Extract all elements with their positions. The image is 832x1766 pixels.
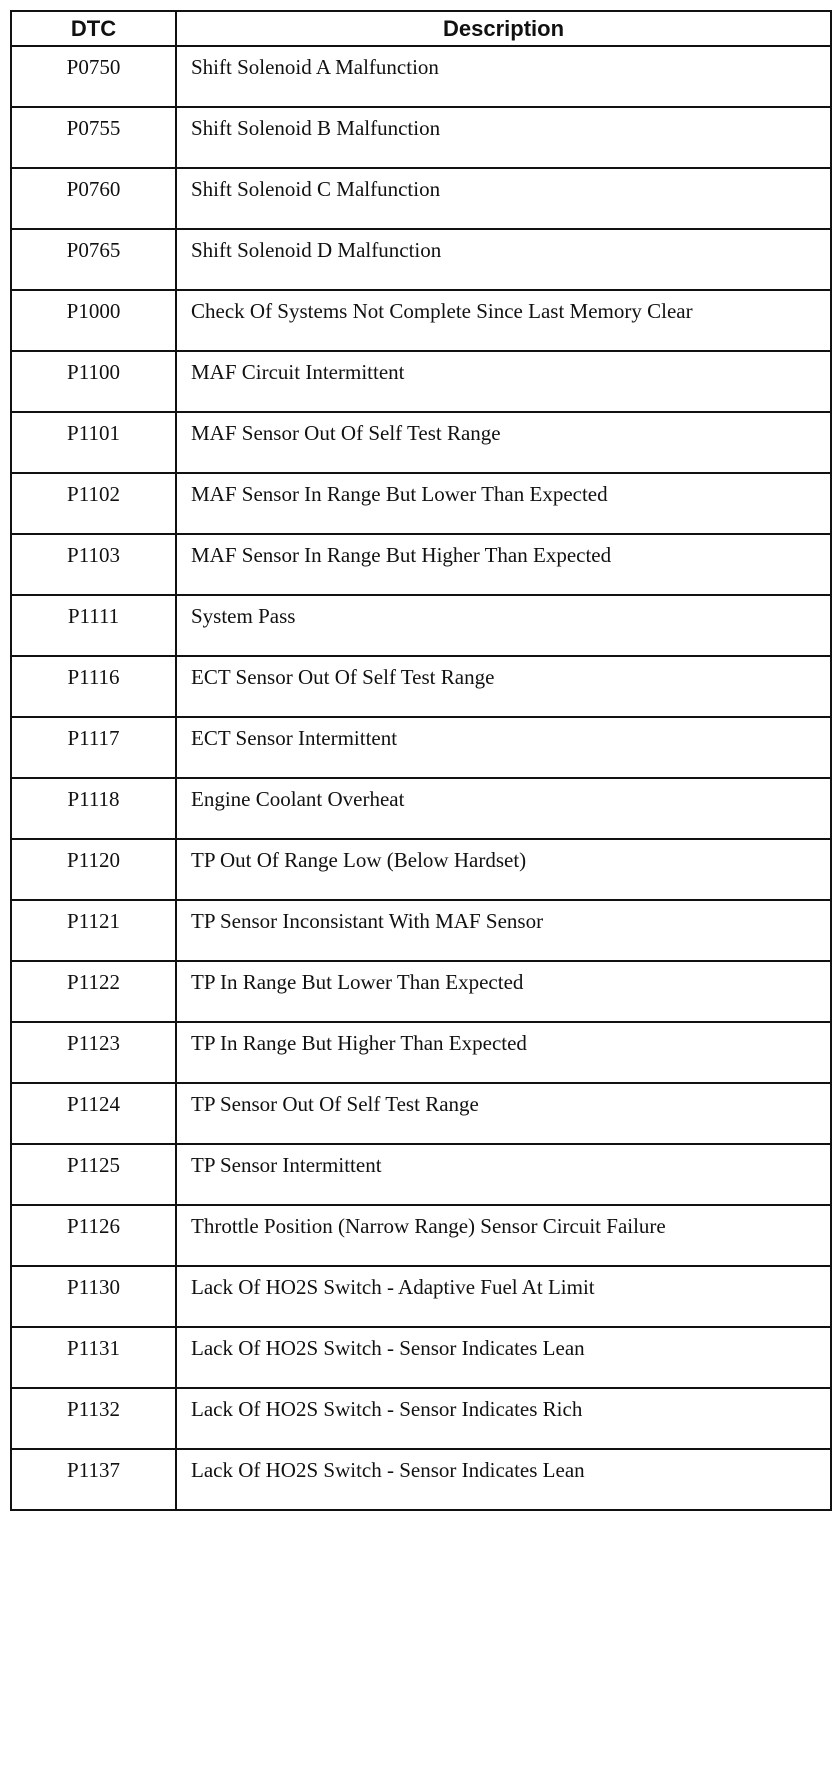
dtc-code-cell: P1103	[11, 534, 176, 595]
table-row	[11, 473, 831, 534]
table-row	[11, 1022, 831, 1083]
dtc-code-cell: P1125	[11, 1144, 176, 1205]
dtc-description-cell: TP Sensor Inconsistant With MAF Sensor	[176, 900, 831, 961]
dtc-code-cell: P1100	[11, 351, 176, 412]
dtc-code-cell: P1116	[11, 656, 176, 717]
dtc-code-cell: P1000	[11, 290, 176, 351]
dtc-description-cell: TP Sensor Intermittent	[176, 1144, 831, 1205]
table-row	[11, 656, 831, 717]
dtc-code-cell: P1126	[11, 1205, 176, 1266]
dtc-description-cell: Lack Of HO2S Switch - Sensor Indicates Lean	[176, 1327, 831, 1388]
table-row	[11, 961, 831, 1022]
dtc-description-cell: Shift Solenoid C Malfunction	[176, 168, 831, 229]
dtc-description-cell: MAF Sensor Out Of Self Test Range	[176, 412, 831, 473]
dtc-description-cell: Throttle Position (Narrow Range) Sensor Circuit Failure	[176, 1205, 831, 1266]
table-row	[11, 717, 831, 778]
table-row	[11, 900, 831, 961]
dtc-code-cell: P1121	[11, 900, 176, 961]
table-row	[11, 839, 831, 900]
dtc-code-cell: P1117	[11, 717, 176, 778]
dtc-description-cell: Engine Coolant Overheat	[176, 778, 831, 839]
header-description: Description	[176, 11, 831, 46]
table-row	[11, 46, 831, 107]
table-row	[11, 1144, 831, 1205]
dtc-code-cell: P0755	[11, 107, 176, 168]
dtc-description-cell: TP In Range But Higher Than Expected	[176, 1022, 831, 1083]
dtc-code-cell: P1132	[11, 1388, 176, 1449]
table-row	[11, 290, 831, 351]
dtc-code-cell: P0765	[11, 229, 176, 290]
dtc-code-cell: P1122	[11, 961, 176, 1022]
table-row	[11, 168, 831, 229]
dtc-description-cell: Shift Solenoid D Malfunction	[176, 229, 831, 290]
dtc-code-cell: P1120	[11, 839, 176, 900]
table-row	[11, 351, 831, 412]
table-header-row	[11, 11, 831, 46]
dtc-table	[10, 10, 832, 1511]
table-body	[11, 46, 831, 1510]
dtc-description-cell: MAF Circuit Intermittent	[176, 351, 831, 412]
header-dtc: DTC	[11, 11, 176, 46]
dtc-description-cell: Shift Solenoid B Malfunction	[176, 107, 831, 168]
dtc-description-cell: Lack Of HO2S Switch - Sensor Indicates Lean	[176, 1449, 831, 1510]
dtc-code-cell: P1118	[11, 778, 176, 839]
table-row	[11, 107, 831, 168]
dtc-code-cell: P0750	[11, 46, 176, 107]
table-row	[11, 1327, 831, 1388]
table-row	[11, 1449, 831, 1510]
dtc-description-cell: System Pass	[176, 595, 831, 656]
dtc-description-cell: ECT Sensor Intermittent	[176, 717, 831, 778]
dtc-description-cell: MAF Sensor In Range But Higher Than Expected	[176, 534, 831, 595]
table-row	[11, 1266, 831, 1327]
table-row	[11, 229, 831, 290]
table-row	[11, 1205, 831, 1266]
dtc-description-cell: Lack Of HO2S Switch - Adaptive Fuel At Limit	[176, 1266, 831, 1327]
dtc-code-cell: P1102	[11, 473, 176, 534]
dtc-description-cell: TP Sensor Out Of Self Test Range	[176, 1083, 831, 1144]
dtc-code-cell: P1124	[11, 1083, 176, 1144]
table-row	[11, 778, 831, 839]
dtc-description-cell: ECT Sensor Out Of Self Test Range	[176, 656, 831, 717]
dtc-code-cell: P0760	[11, 168, 176, 229]
table-row	[11, 595, 831, 656]
table-row	[11, 1083, 831, 1144]
dtc-code-cell: P1137	[11, 1449, 176, 1510]
dtc-description-cell: MAF Sensor In Range But Lower Than Expected	[176, 473, 831, 534]
dtc-description-cell: Shift Solenoid A Malfunction	[176, 46, 831, 107]
dtc-code-cell: P1130	[11, 1266, 176, 1327]
table-row	[11, 1388, 831, 1449]
dtc-code-cell: P1111	[11, 595, 176, 656]
table-row	[11, 534, 831, 595]
dtc-description-cell: Check Of Systems Not Complete Since Last Memory Clear	[176, 290, 831, 351]
table-row	[11, 412, 831, 473]
dtc-description-cell: TP Out Of Range Low (Below Hardset)	[176, 839, 831, 900]
dtc-description-cell: TP In Range But Lower Than Expected	[176, 961, 831, 1022]
dtc-code-cell: P1123	[11, 1022, 176, 1083]
dtc-description-cell: Lack Of HO2S Switch - Sensor Indicates Rich	[176, 1388, 831, 1449]
dtc-code-cell: P1131	[11, 1327, 176, 1388]
dtc-code-cell: P1101	[11, 412, 176, 473]
